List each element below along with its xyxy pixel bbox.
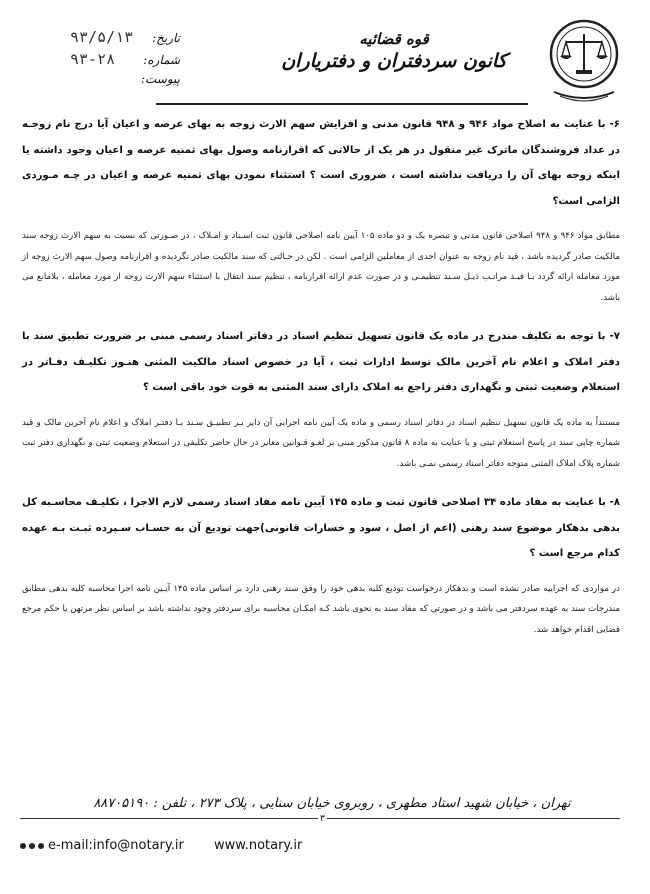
page-number: ۳ bbox=[320, 814, 325, 824]
website-link[interactable]: www.notary.ir bbox=[214, 838, 303, 853]
number-row bbox=[70, 50, 180, 72]
date-label: تاريخ: bbox=[152, 31, 180, 45]
judiciary-emblem-icon bbox=[540, 14, 628, 106]
answer-7: مستنداً به ماده يک قانون تسهيل تنظيم اسناد در دفاتر اسناد رسمی و ماده يک آيين نامه اجرايی آن داير بـر تطبيـق سـند بـا دفتـر املاک و اعلام نام آخرين مالک و قيد شماره چاپی سند در پاسخ استعلام ثبتی و با عنايت به ماده ۸ قانون مذکور مبنی بر لغـو قـوانين مغاير در حال حاضر تکليفی در استعلام وضعيت ثبتی و نگهداری دفتر ثبت شماره پلاک املاک المثنی متوجه دفاتر اسناد رسمی نمـی باشد. bbox=[22, 417, 620, 469]
attachment-row bbox=[70, 72, 180, 94]
answer-8: در مواردی که اجراييه صادر نشده است و بدهکار درخواست توديع کليه بدهی خود را وفق سند رهنی دارد بر اساس ماده ۱۴۵ آيـين نامه اجرا محاسبه کليه بدهی مطابق مندرجات سند به عهده سردفتر می باشد و در صورتی که مفاد سند به نحوی باشد کـه امکـان محاسبه برای سردفتر وجود نداشته باشد بر اساس نظر مرتهن يا حکم مرجع قضايی اقدام خواهد شد. bbox=[22, 583, 621, 635]
email-contact bbox=[20, 838, 184, 853]
number-value: ۹۳-۲۸ bbox=[70, 50, 116, 68]
attachment-label: پيوست: bbox=[140, 72, 180, 86]
date-value: ۹۳/۵/۱۳ bbox=[70, 28, 134, 46]
answer-6: مطابق مواد ۹۴۶ و ۹۴۸ اصلاحی قانون مدنی و تبصره يک و دو ماده ۱۰۵ آيين نامه اصلاحی قانون ثبت اسـناد و امـلاک ، در صـورتی که نسبت به سهم الارث زوجه سند مالکيت صادر گرديده باشد ، قيد نام زوجه به عنوان احدی از معاملين الزامی است . لکن در حـالتی که سند مالکيت صادر نگرديده و اقرارنامه وصول سهم الارث زوجه از مورد معامله ارائه گردد بـا قيـد مراتـب ذيـل سـند تنظيمـی و در صورت عدم ارائه اقرارنامه ، تنظيم سند انتقال با استثناء سهم الارث زوجه از مورد معامله ، بلامانع می باشد. bbox=[22, 231, 620, 303]
letter-meta bbox=[70, 28, 180, 94]
postal-address: تهران ، خيابان شهيد استاد مطهری ، روبروی خيابان سنايی ، پلاک ۲۷۳ ، تلفن : ۸۸۷۰۵۱۹۰ bbox=[93, 796, 571, 811]
bullet-dots-icon bbox=[20, 843, 44, 849]
question-8: ۸- با عنايت به مفاد ماده ۳۴ اصلاحی قانون ثبت و ماده ۱۴۵ آيين نامه مفاد اسناد رسمی لازم الاجرا ، تکليـف محاسـبه کل بدهی بدهکار موضوع سند رهنی (اعم از اصل ، سود و خسارات قانونی)جهت توديع آن به حسـاب سـپرده ثبـت بـه عهده کدام مرجع است ؟ bbox=[22, 497, 620, 559]
letter-body bbox=[22, 112, 620, 640]
number-label: شماره: bbox=[143, 53, 180, 67]
header-divider bbox=[156, 103, 528, 105]
email-address[interactable]: e-mail:info@notary.ir bbox=[48, 838, 184, 853]
organization-title bbox=[264, 30, 524, 72]
date-row bbox=[70, 28, 180, 50]
question-7: ۷- با توجه به تکليف مندرج در ماده يک قانون تسهيل تنظيم اسناد در دفاتر اسناد رسمی مبنی بر ضرورت تطبيق سند با دفتر املاک و اعلام نام آخرين مالک توسط ادارات ثبت ، آيا در خصوص اسناد مالکيت المثنی هنـوز تکليـف دفـاتر در استعلام وضعيت ثبتی و نگهداری دفتر راجع به املاک دارای سند المثنی به قوت خود باقی است ؟ bbox=[22, 331, 620, 393]
org-main-name: کانون سردفتران و دفترياران bbox=[281, 50, 507, 72]
question-6: ۶- با عنايت به اصلاح مواد ۹۴۶ و ۹۴۸ قانون مدنی و افزايش سهم الارث زوجه به بهای عرصه و اعيان آيا درج نام زوجـه در عداد فروشندگان ماترک غير منقول در هر يک از حالاتی که اقرارنامه وصول بهای ثمنيه عرصه و اعيان وجود داشته يا اينکه زوجه بهای آن را دريافت نداشته است ، ضروری است ؟ استثناء نمودن بهای ثمنيه عرصه و اعيان در چـه مـوردی الزامی است؟ bbox=[22, 119, 620, 207]
org-parent-name: قوه قضائيه bbox=[359, 30, 429, 48]
